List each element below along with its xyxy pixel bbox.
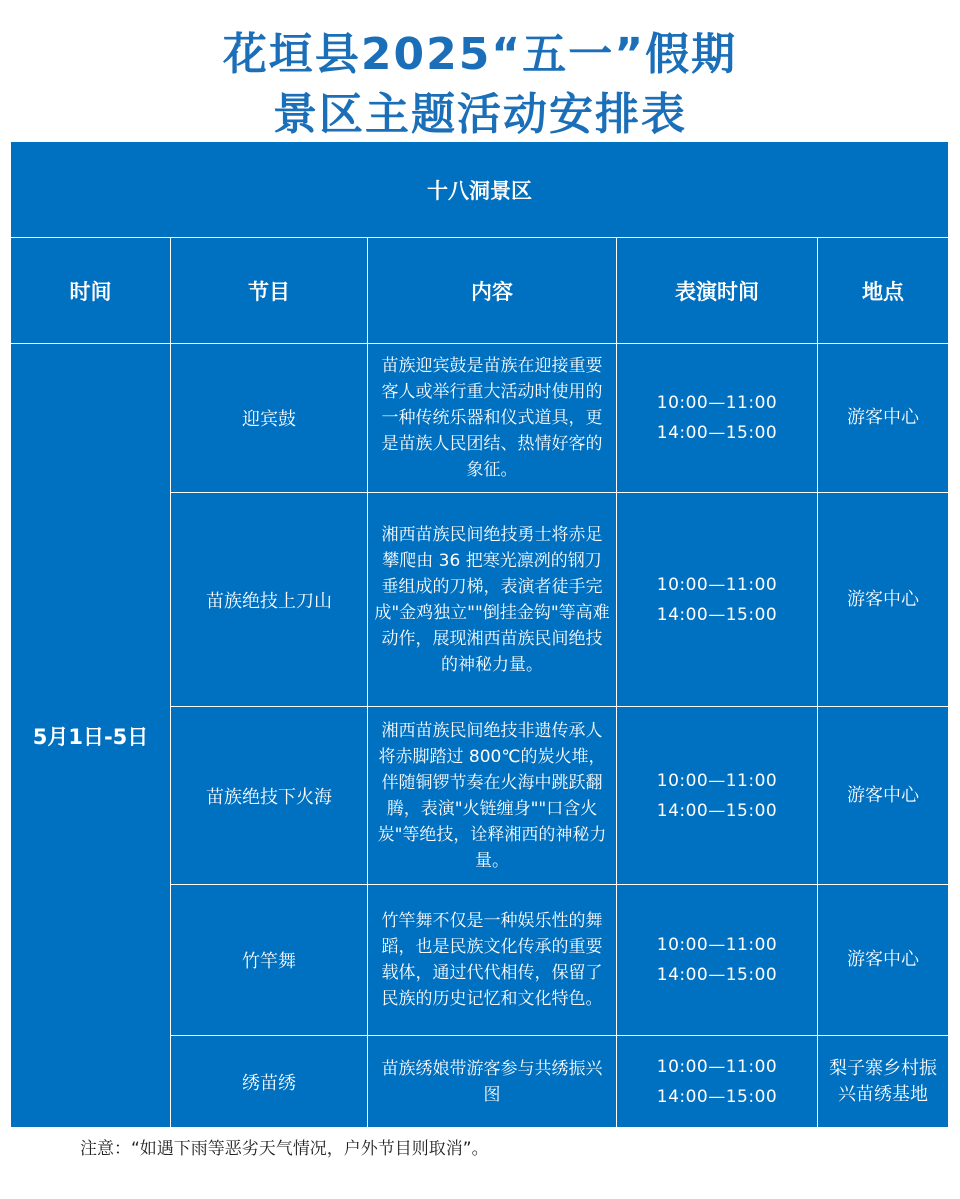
content-cell: 湘西苗族民间绝技勇士将赤足攀爬由 36 把寒光凛冽的钢刀垂组成的刀梯，表演者徒手完成"金鸡独立""倒挂金钩"等高难动作，展现湘西苗族民间绝技的神秘力量。 xyxy=(374,524,610,675)
show-time-2: 14:00—15:00 xyxy=(656,800,778,821)
show-time-cell xyxy=(617,493,817,706)
show-time-2: 14:00—15:00 xyxy=(656,604,778,625)
program-cell: 苗族绝技上刀山 xyxy=(206,590,332,612)
section-title: 十八洞景区 xyxy=(427,178,532,203)
schedule-table xyxy=(11,142,948,1127)
show-time-2: 14:00—15:00 xyxy=(656,965,778,985)
content-cell: 苗族迎宾鼓是苗族在迎接重要客人或举行重大活动时使用的一种传统乐器和仪式道具，更是苗族人民团结、热情好客的象征。 xyxy=(381,356,603,480)
place-cell: 游客中心 xyxy=(847,784,919,806)
page-title-line1: 花垣县2025“五一”假期 xyxy=(222,29,738,80)
date-cell: 5月1日-5日 xyxy=(32,724,149,749)
program-cell: 竹竿舞 xyxy=(242,951,296,972)
program-cell: 苗族绝技下火海 xyxy=(206,786,332,808)
place-cell: 游客中心 xyxy=(847,588,919,610)
footnote: 注意：“如遇下雨等恶劣天气情况，户外节目则取消”。 xyxy=(80,1139,489,1159)
header-time: 时间 xyxy=(69,279,112,304)
show-time-1: 10:00—11:00 xyxy=(656,1056,778,1077)
page-title-line2: 景区主题活动安排表 xyxy=(273,89,687,140)
place-cell: 游客中心 xyxy=(847,407,919,428)
show-time-1: 10:00—11:00 xyxy=(656,770,778,791)
header-content: 内容 xyxy=(471,279,513,304)
program-cell: 迎宾鼓 xyxy=(242,409,296,430)
program-cell: 绣苗绣 xyxy=(242,1072,296,1094)
place-cell: 梨子寨乡村振兴苗绣基地 xyxy=(829,1057,937,1105)
header-place: 地点 xyxy=(862,279,904,304)
show-time-2: 14:00—15:00 xyxy=(656,423,778,443)
show-time-1: 10:00—11:00 xyxy=(656,393,778,413)
show-time-cell xyxy=(617,344,817,492)
header-program: 节目 xyxy=(248,279,290,304)
show-time-1: 10:00—11:00 xyxy=(656,574,778,595)
content-cell: 苗族绣娘带游客参与共绣振兴图 xyxy=(381,1058,603,1105)
show-time-cell xyxy=(617,1036,817,1127)
place-cell: 游客中心 xyxy=(847,949,919,970)
show-time-2: 14:00—15:00 xyxy=(656,1086,778,1107)
show-time-1: 10:00—11:00 xyxy=(656,935,778,955)
show-time-cell xyxy=(617,885,817,1035)
content-cell: 竹竿舞不仅是一种娱乐性的舞蹈，也是民族文化传承的重要载体，通过代代相传，保留了民族的历史记忆和文化特色。 xyxy=(381,911,603,1009)
show-time-cell xyxy=(617,707,817,884)
content-cell: 湘西苗族民间绝技非遗传承人将赤脚踏过 800℃的炭火堆，伴随铜锣节奏在火海中跳跃翻腾，表演"火链缠身""口含火炭"等绝技，诠释湘西的神秘力量。 xyxy=(377,720,607,871)
header-show-time: 表演时间 xyxy=(675,279,759,304)
